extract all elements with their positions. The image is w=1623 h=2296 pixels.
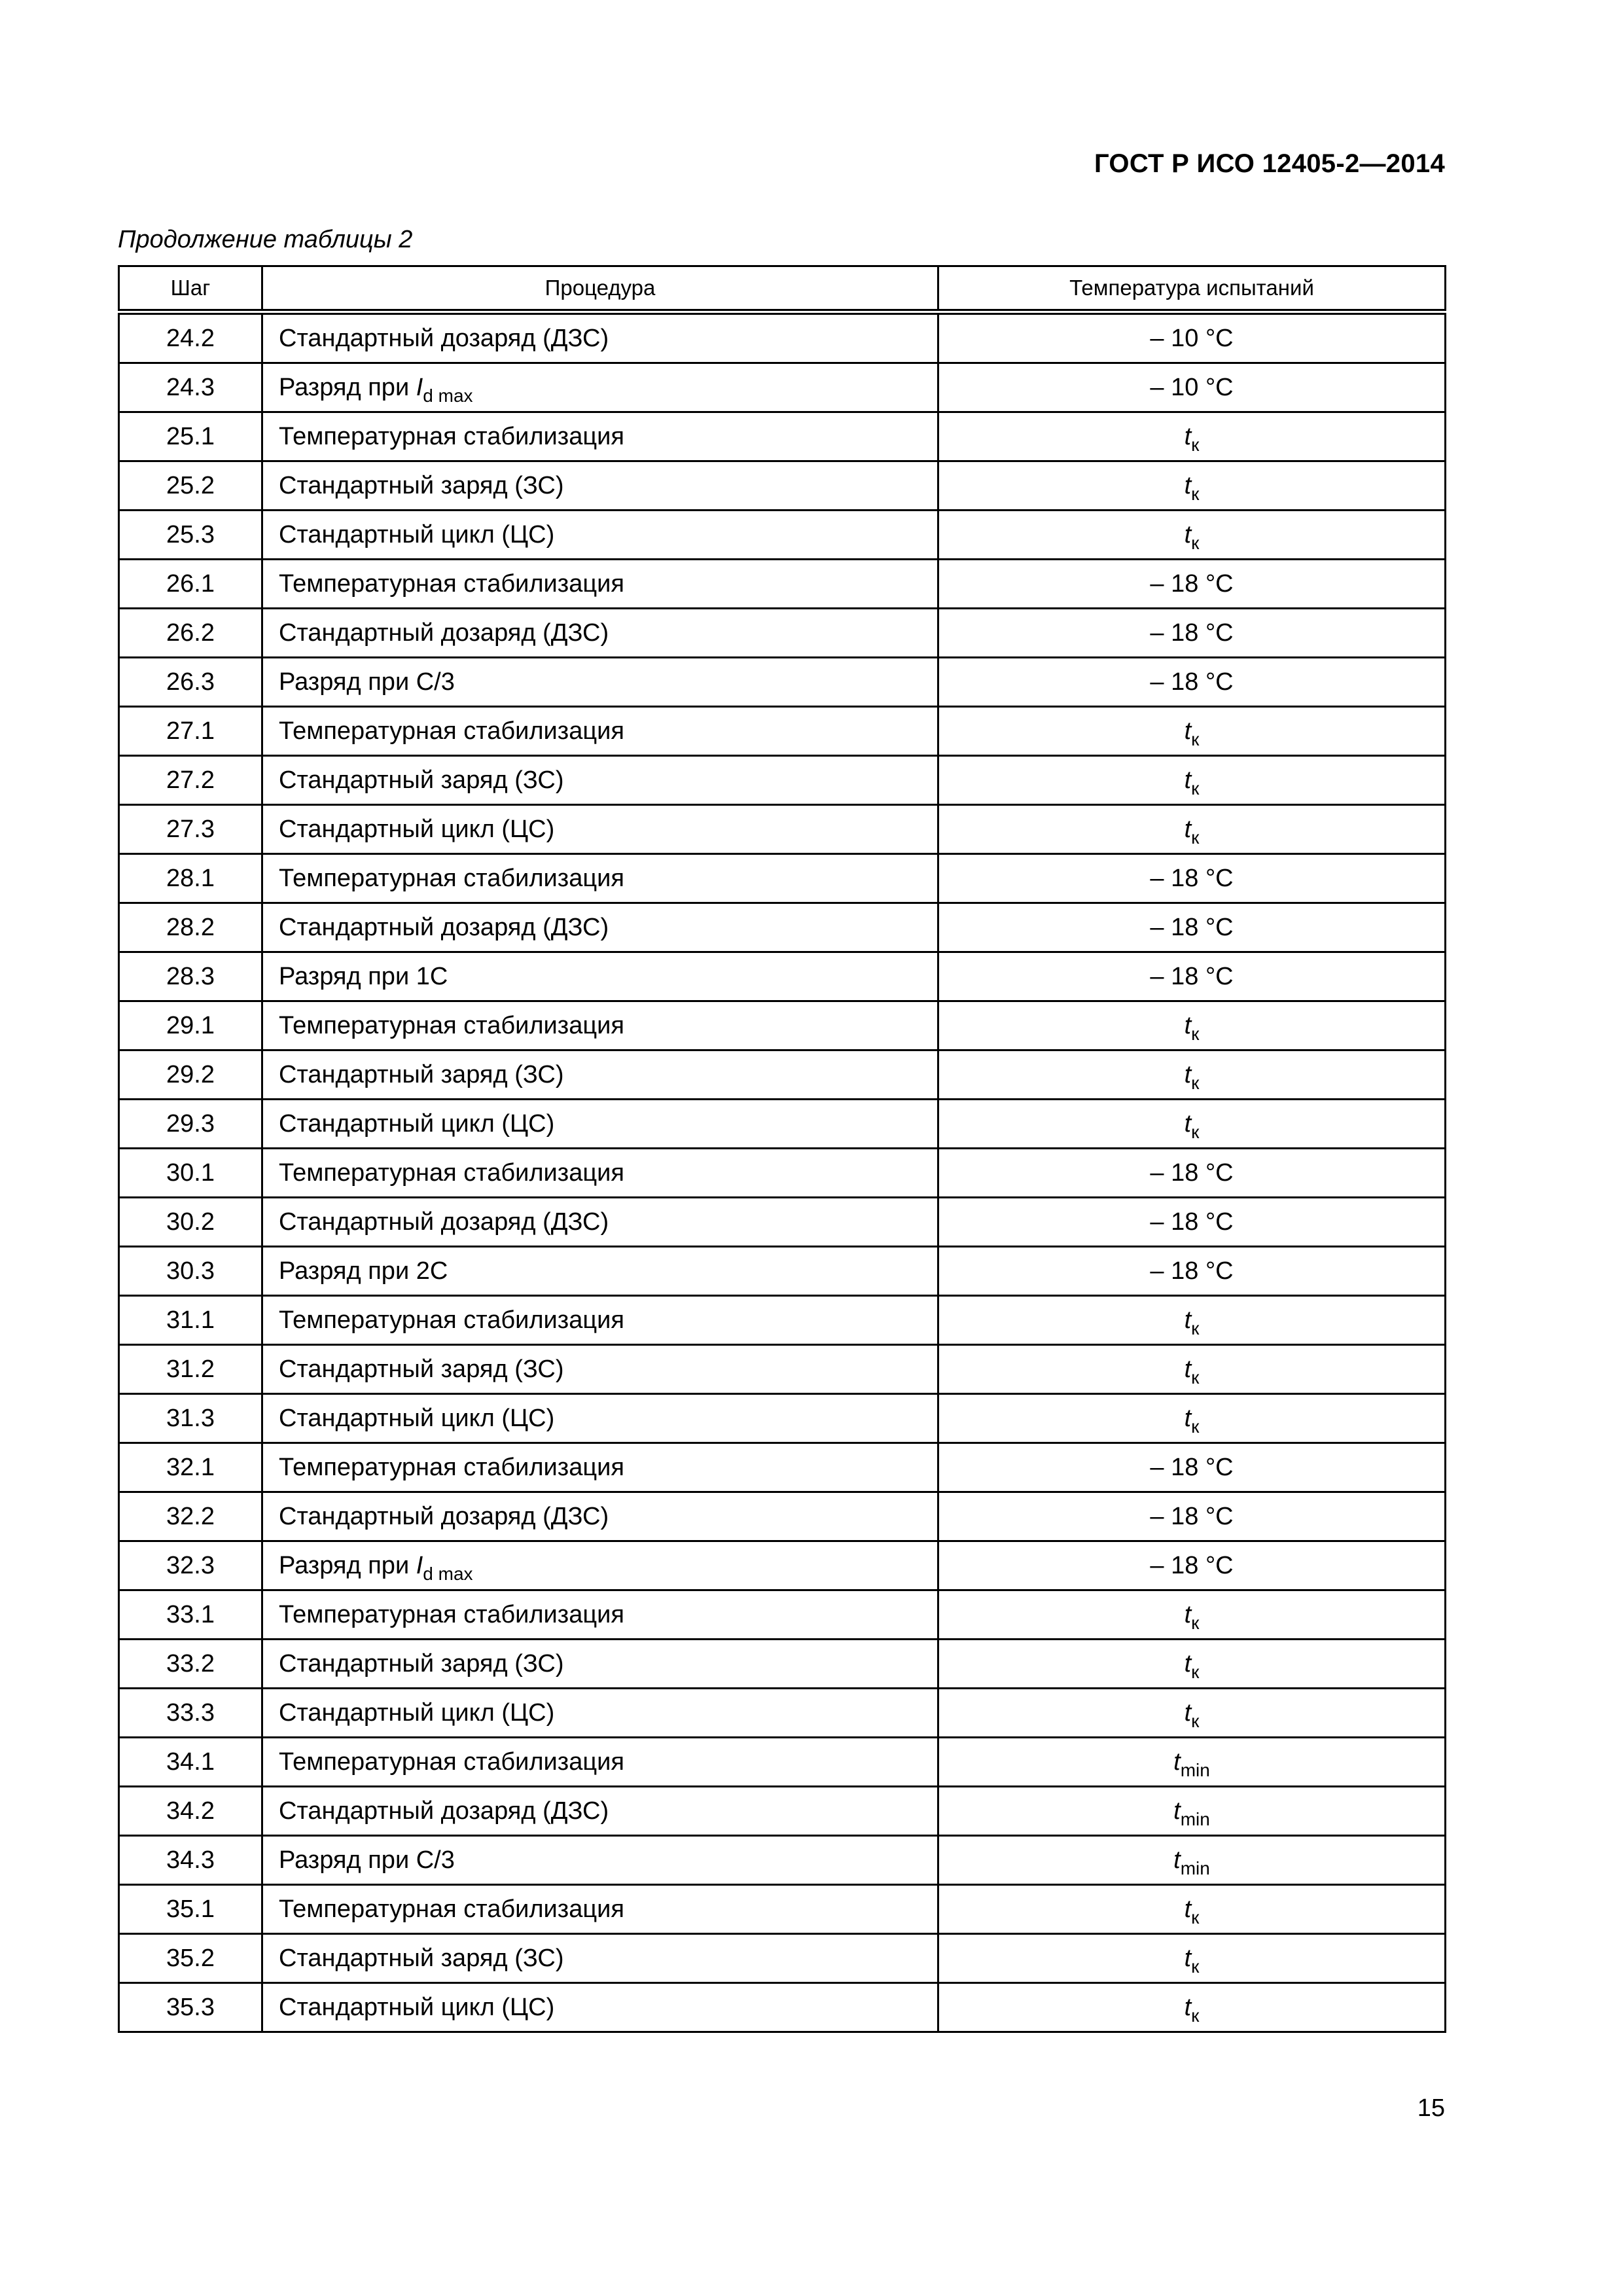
procedure-text: Температурная стабилизация: [279, 1453, 624, 1481]
document-header: ГОСТ Р ИСО 12405-2—2014: [1094, 149, 1445, 178]
procedure-cell: [262, 1296, 938, 1345]
procedure-text: Стандартный заряд (ЗС): [279, 1649, 564, 1677]
table-row: [119, 1541, 1446, 1590]
temperature-symbol: t: [1173, 1846, 1181, 1874]
step-cell: 31.1: [119, 1296, 262, 1345]
table-row: [119, 461, 1446, 511]
table-row: [119, 1640, 1446, 1689]
procedure-cell: [262, 1738, 938, 1787]
step-cell: 35.3: [119, 1983, 262, 2032]
procedure-cell: [262, 461, 938, 511]
procedure-cell: [262, 1100, 938, 1149]
procedure-cell: [262, 1689, 938, 1738]
temperature-symbol: t: [1184, 1895, 1192, 1923]
procedure-cell: [262, 609, 938, 658]
temperature-cell: [938, 1050, 1446, 1100]
temperature-cell: [938, 1345, 1446, 1394]
procedure-cell: [262, 1836, 938, 1885]
temperature-cell: – 18 °C: [938, 658, 1446, 707]
temperature-subscript: к: [1191, 1367, 1200, 1388]
temperature-subscript: к: [1191, 532, 1200, 553]
table-row: [119, 658, 1446, 707]
temperature-symbol: t: [1184, 520, 1192, 548]
temperature-cell: [938, 412, 1446, 461]
temperature-cell: [938, 707, 1446, 756]
table-row: [119, 412, 1446, 461]
step-cell: 25.2: [119, 461, 262, 511]
step-cell: 27.2: [119, 756, 262, 805]
current-symbol: I: [416, 1551, 423, 1579]
temperature-subscript: к: [1191, 728, 1200, 749]
table-row: [119, 1590, 1446, 1640]
procedure-text: Разряд при: [279, 1551, 416, 1579]
step-cell: 24.3: [119, 363, 262, 412]
temperature-cell: [938, 1296, 1446, 1345]
step-cell: 32.3: [119, 1541, 262, 1590]
procedure-cell: [262, 511, 938, 560]
temperature-cell: – 18 °C: [938, 1541, 1446, 1590]
table-row: [119, 609, 1446, 658]
temperature-symbol: t: [1184, 1060, 1192, 1088]
procedure-text: Разряд при C/3: [279, 1846, 455, 1874]
procedure-text: Стандартный дозаряд (ДЗС): [279, 913, 609, 941]
table-row: [119, 707, 1446, 756]
temperature-cell: [938, 1001, 1446, 1050]
temperature-subscript: к: [1191, 827, 1200, 848]
temperature-cell: [938, 1689, 1446, 1738]
temperature-symbol: t: [1184, 1993, 1192, 2021]
table-row: [119, 1885, 1446, 1934]
step-cell: 33.2: [119, 1640, 262, 1689]
current-symbol: I: [416, 373, 423, 401]
temperature-subscript: к: [1191, 1023, 1200, 1044]
temperature-cell: – 18 °C: [938, 1198, 1446, 1247]
procedure-cell: [262, 1590, 938, 1640]
procedure-cell: [262, 1198, 938, 1247]
procedure-text: Температурная стабилизация: [279, 1306, 624, 1334]
temperature-subscript: к: [1191, 434, 1200, 455]
column-header-procedure: Процедура: [262, 266, 938, 312]
procedure-cell: [262, 1443, 938, 1492]
step-cell: 29.1: [119, 1001, 262, 1050]
procedure-cell: [262, 658, 938, 707]
temperature-cell: [938, 756, 1446, 805]
table-row: [119, 1934, 1446, 1983]
temperature-subscript: к: [1191, 1318, 1200, 1338]
procedure-text: Стандартный дозаряд (ДЗС): [279, 619, 609, 647]
procedure-cell: [262, 1640, 938, 1689]
temperature-symbol: t: [1184, 1109, 1192, 1138]
step-cell: 32.1: [119, 1443, 262, 1492]
table-row: [119, 1394, 1446, 1443]
procedure-text: Разряд при C/3: [279, 668, 455, 696]
temperature-cell: – 18 °C: [938, 1149, 1446, 1198]
procedure-text: Разряд при 1C: [279, 962, 448, 990]
temperature-symbol: t: [1184, 1011, 1192, 1039]
temperature-symbol: t: [1184, 815, 1192, 843]
procedure-cell: [262, 1149, 938, 1198]
temperature-cell: [938, 1394, 1446, 1443]
procedure-cell: [262, 1934, 938, 1983]
temperature-cell: [938, 1983, 1446, 2032]
procedure-table: [118, 265, 1446, 2033]
temperature-cell: – 18 °C: [938, 1492, 1446, 1541]
temperature-cell: – 18 °C: [938, 903, 1446, 952]
step-cell: 28.3: [119, 952, 262, 1001]
temperature-cell: [938, 1590, 1446, 1640]
table-row: [119, 1787, 1446, 1836]
procedure-cell: [262, 412, 938, 461]
procedure-text: Стандартный цикл (ЦС): [279, 520, 555, 548]
procedure-text: Стандартный цикл (ЦС): [279, 1993, 555, 2021]
table-row: [119, 1247, 1446, 1296]
table-row: [119, 363, 1446, 412]
table-row: [119, 1983, 1446, 2032]
temperature-subscript: min: [1180, 1759, 1210, 1780]
temperature-subscript: к: [1191, 2005, 1200, 2026]
procedure-text: Стандартный заряд (ЗС): [279, 1355, 564, 1383]
temperature-symbol: t: [1184, 1698, 1192, 1727]
table-row: [119, 1492, 1446, 1541]
step-cell: 30.3: [119, 1247, 262, 1296]
temperature-cell: [938, 1836, 1446, 1885]
procedure-text: Температурная стабилизация: [279, 1600, 624, 1628]
procedure-cell: [262, 363, 938, 412]
temperature-cell: – 18 °C: [938, 952, 1446, 1001]
procedure-cell: [262, 1345, 938, 1394]
step-cell: 35.2: [119, 1934, 262, 1983]
table-row: [119, 1149, 1446, 1198]
procedure-cell: [262, 903, 938, 952]
procedure-cell: [262, 1787, 938, 1836]
procedure-text: Температурная стабилизация: [279, 569, 624, 598]
temperature-symbol: t: [1184, 1944, 1192, 1972]
table-row: [119, 511, 1446, 560]
temperature-cell: – 10 °C: [938, 312, 1446, 363]
temperature-subscript: min: [1180, 1808, 1210, 1829]
procedure-cell: [262, 1247, 938, 1296]
temperature-subscript: к: [1191, 1416, 1200, 1437]
procedure-cell: [262, 1983, 938, 2032]
procedure-cell: [262, 1050, 938, 1100]
column-header-step: Шаг: [119, 266, 262, 312]
step-cell: 31.3: [119, 1394, 262, 1443]
temperature-symbol: t: [1173, 1748, 1181, 1776]
step-cell: 30.1: [119, 1149, 262, 1198]
table-row: [119, 1050, 1446, 1100]
step-cell: 29.2: [119, 1050, 262, 1100]
temperature-cell: [938, 805, 1446, 854]
temperature-symbol: t: [1184, 1355, 1192, 1383]
procedure-cell: [262, 560, 938, 609]
procedure-cell: [262, 1885, 938, 1934]
temperature-subscript: к: [1191, 1121, 1200, 1142]
step-cell: 29.3: [119, 1100, 262, 1149]
temperature-symbol: t: [1184, 1404, 1192, 1432]
procedure-cell: [262, 854, 938, 903]
table-row: [119, 1198, 1446, 1247]
table-row: [119, 854, 1446, 903]
procedure-text: Температурная стабилизация: [279, 864, 624, 892]
procedure-cell: [262, 952, 938, 1001]
column-header-temperature: Температура испытаний: [938, 266, 1446, 312]
temperature-cell: [938, 461, 1446, 511]
temperature-cell: – 18 °C: [938, 609, 1446, 658]
temperature-cell: – 18 °C: [938, 1247, 1446, 1296]
procedure-text: Стандартный цикл (ЦС): [279, 815, 555, 843]
temperature-cell: – 10 °C: [938, 363, 1446, 412]
procedure-text: Температурная стабилизация: [279, 717, 624, 745]
table-row: [119, 903, 1446, 952]
step-cell: 27.1: [119, 707, 262, 756]
table-row: [119, 1738, 1446, 1787]
step-cell: 26.2: [119, 609, 262, 658]
temperature-cell: [938, 511, 1446, 560]
temperature-symbol: t: [1173, 1797, 1181, 1825]
step-cell: 32.2: [119, 1492, 262, 1541]
procedure-text: Стандартный заряд (ЗС): [279, 1944, 564, 1972]
step-cell: 26.3: [119, 658, 262, 707]
table-row: [119, 1100, 1446, 1149]
procedure-text: Стандартный дозаряд (ДЗС): [279, 1502, 609, 1530]
procedure-text: Температурная стабилизация: [279, 1748, 624, 1776]
temperature-subscript: к: [1191, 1072, 1200, 1093]
step-cell: 27.3: [119, 805, 262, 854]
temperature-subscript: к: [1191, 1907, 1200, 1928]
procedure-cell: [262, 1394, 938, 1443]
temperature-cell: [938, 1738, 1446, 1787]
procedure-cell: [262, 1541, 938, 1590]
step-cell: 24.2: [119, 312, 262, 363]
procedure-text: Стандартный заряд (ЗС): [279, 766, 564, 794]
procedure-text: Стандартный заряд (ЗС): [279, 1060, 564, 1088]
table-row: [119, 756, 1446, 805]
current-subscript: d max: [423, 385, 473, 406]
temperature-subscript: к: [1191, 1956, 1200, 1977]
temperature-symbol: t: [1184, 717, 1192, 745]
temperature-subscript: min: [1180, 1857, 1210, 1878]
procedure-cell: [262, 707, 938, 756]
procedure-text: Стандартный дозаряд (ДЗС): [279, 1797, 609, 1825]
procedure-text: Стандартный цикл (ЦС): [279, 1698, 555, 1727]
step-cell: 30.2: [119, 1198, 262, 1247]
procedure-cell: [262, 1492, 938, 1541]
temperature-symbol: t: [1184, 1306, 1192, 1334]
temperature-cell: [938, 1934, 1446, 1983]
temperature-subscript: к: [1191, 483, 1200, 504]
procedure-text: Температурная стабилизация: [279, 1895, 624, 1923]
temperature-cell: – 18 °C: [938, 1443, 1446, 1492]
table-row: [119, 805, 1446, 854]
current-subscript: d max: [423, 1563, 473, 1584]
temperature-symbol: t: [1184, 422, 1192, 450]
table-row: [119, 1345, 1446, 1394]
step-cell: 33.3: [119, 1689, 262, 1738]
temperature-cell: – 18 °C: [938, 854, 1446, 903]
table-row: [119, 952, 1446, 1001]
step-cell: 35.1: [119, 1885, 262, 1934]
procedure-text: Разряд при 2C: [279, 1257, 448, 1285]
table-row: [119, 1296, 1446, 1345]
table-row: [119, 1001, 1446, 1050]
temperature-cell: [938, 1885, 1446, 1934]
temperature-subscript: к: [1191, 1661, 1200, 1682]
table-body: [119, 312, 1446, 2032]
table-row: [119, 1689, 1446, 1738]
page-number: 15: [1417, 2094, 1445, 2122]
temperature-symbol: t: [1184, 471, 1192, 499]
temperature-subscript: к: [1191, 1612, 1200, 1633]
procedure-text: Разряд при: [279, 373, 416, 401]
procedure-text: Стандартный цикл (ЦС): [279, 1109, 555, 1138]
procedure-cell: [262, 756, 938, 805]
table-caption: Продолжение таблицы 2: [118, 226, 413, 253]
procedure-text: Стандартный цикл (ЦС): [279, 1404, 555, 1432]
step-cell: 25.1: [119, 412, 262, 461]
temperature-symbol: t: [1184, 1600, 1192, 1628]
table-header-row: [119, 266, 1446, 312]
step-cell: 26.1: [119, 560, 262, 609]
step-cell: 34.1: [119, 1738, 262, 1787]
step-cell: 34.3: [119, 1836, 262, 1885]
table-row: [119, 1443, 1446, 1492]
temperature-subscript: к: [1191, 778, 1200, 798]
procedure-cell: [262, 1001, 938, 1050]
table-row: [119, 560, 1446, 609]
procedure-text: Температурная стабилизация: [279, 422, 624, 450]
step-cell: 25.3: [119, 511, 262, 560]
temperature-cell: – 18 °C: [938, 560, 1446, 609]
procedure-text: Температурная стабилизация: [279, 1011, 624, 1039]
step-cell: 28.2: [119, 903, 262, 952]
step-cell: 28.1: [119, 854, 262, 903]
table-row: [119, 312, 1446, 363]
temperature-cell: [938, 1100, 1446, 1149]
procedure-text: Стандартный заряд (ЗС): [279, 471, 564, 499]
temperature-cell: [938, 1787, 1446, 1836]
procedure-cell: [262, 312, 938, 363]
table-row: [119, 1836, 1446, 1885]
temperature-cell: [938, 1640, 1446, 1689]
procedure-cell: [262, 805, 938, 854]
temperature-subscript: к: [1191, 1710, 1200, 1731]
temperature-symbol: t: [1184, 1649, 1192, 1677]
procedure-text: Стандартный дозаряд (ДЗС): [279, 324, 609, 352]
step-cell: 31.2: [119, 1345, 262, 1394]
temperature-symbol: t: [1184, 766, 1192, 794]
procedure-text: Стандартный дозаряд (ДЗС): [279, 1208, 609, 1236]
step-cell: 33.1: [119, 1590, 262, 1640]
step-cell: 34.2: [119, 1787, 262, 1836]
procedure-text: Температурная стабилизация: [279, 1158, 624, 1187]
